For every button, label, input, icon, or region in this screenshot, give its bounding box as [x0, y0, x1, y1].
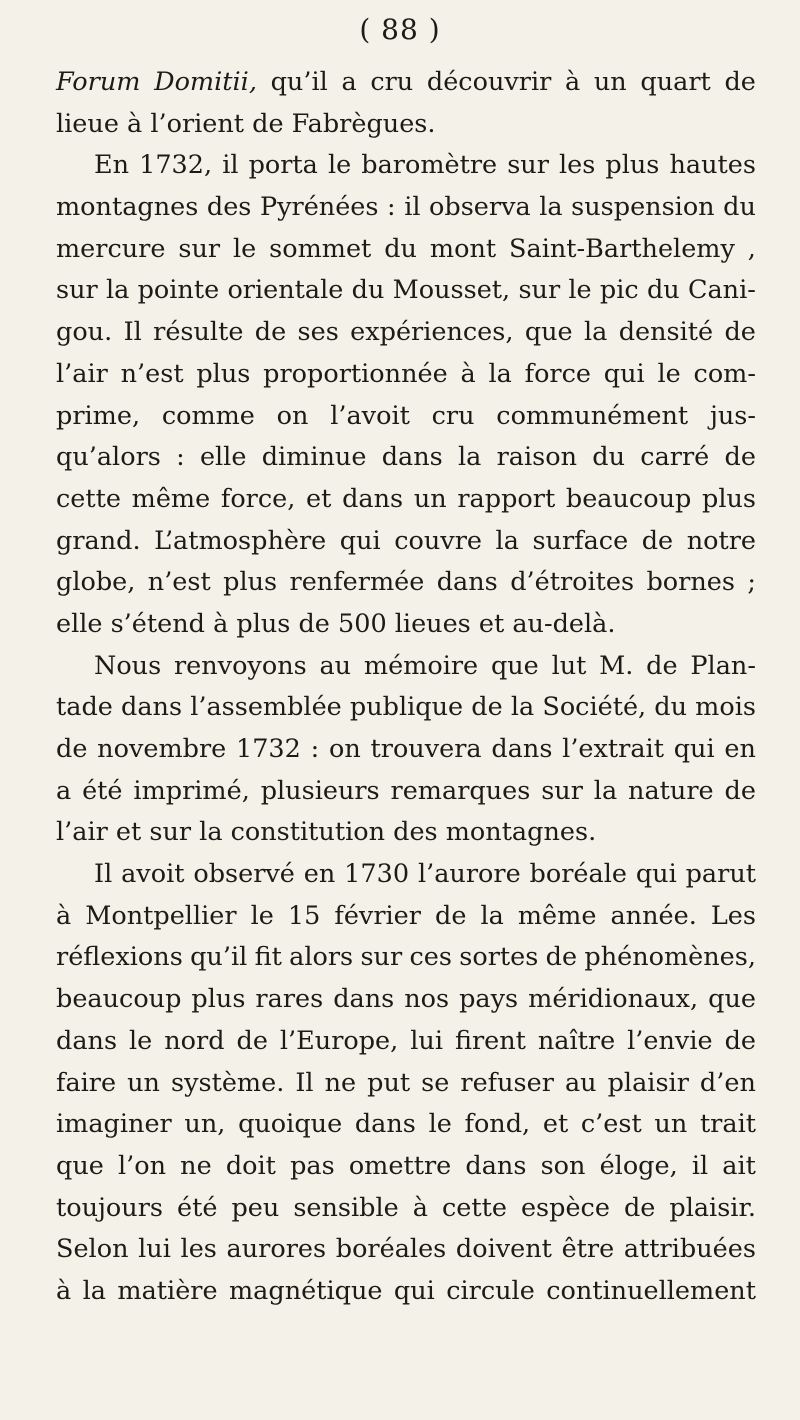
text-word: en [724, 734, 756, 764]
text-word: d’étroites [510, 567, 635, 598]
text-word: l’on [117, 1150, 167, 1181]
text-word: surface [532, 525, 629, 556]
text-word: qu’il [270, 67, 328, 97]
text-word: firent [454, 1025, 526, 1056]
text-line [56, 1188, 756, 1230]
text-word: ne [324, 1067, 357, 1098]
text-line [56, 771, 756, 813]
text-word: hautes [669, 150, 756, 181]
text-word: Mousset, [392, 275, 511, 306]
text-line [56, 104, 756, 146]
text-word: circule [446, 1275, 535, 1306]
text-line [56, 145, 756, 187]
text-word: de [56, 734, 88, 764]
text-line [56, 1021, 756, 1063]
text-word: la [593, 775, 618, 806]
text-word: un [593, 67, 627, 97]
text-word: lui [138, 1234, 171, 1265]
text-word: pas [290, 1150, 335, 1181]
text-word: le [233, 233, 257, 264]
text-word: cette [441, 1192, 507, 1223]
text-word: sur [360, 942, 403, 973]
text-word: la [539, 192, 563, 223]
text-word: sur [56, 275, 98, 306]
text-word: diminue [261, 442, 367, 473]
text-word: proportionnée [263, 358, 448, 389]
text-word: ses [297, 317, 339, 348]
text-word: quart [640, 67, 711, 97]
text-word: la [458, 442, 482, 473]
text-word: au [319, 650, 352, 681]
text-word: elle [199, 442, 247, 473]
text-word: sommet [269, 233, 372, 264]
text-word: la [82, 1275, 106, 1306]
text-word: de [724, 442, 756, 473]
text-line [56, 937, 756, 979]
text-word: mois [695, 692, 756, 723]
text-word: on [276, 400, 309, 431]
text-word: la [510, 692, 535, 723]
text-word: Il [123, 317, 142, 348]
text-word: mont [429, 233, 497, 264]
text-word: fond, [464, 1109, 531, 1140]
text-word: il [404, 192, 421, 223]
text-word: de [724, 1025, 756, 1056]
text-word: le [428, 1109, 452, 1140]
text-word: plaisir. [669, 1192, 756, 1223]
text-word: plus [702, 483, 756, 514]
text-word: 15 [287, 900, 321, 931]
text-word: du [654, 692, 688, 723]
text-word: imaginer [56, 1109, 172, 1140]
text-word: cette [56, 483, 121, 514]
text-word: il [691, 1150, 709, 1181]
text-word: jus- [709, 400, 756, 431]
text-word: l’avoit [330, 400, 410, 431]
text-word: la [495, 525, 519, 556]
text-word: pic [599, 275, 639, 306]
text-word: prime, [56, 400, 141, 431]
text-word: M. [599, 650, 634, 681]
text-word: du [351, 275, 385, 306]
text-word: même [517, 900, 597, 931]
text-word: plaisir [607, 1067, 689, 1098]
text-word: alors [289, 942, 354, 973]
text-word: on [328, 734, 361, 764]
text-word: : [176, 442, 185, 473]
text-word: qui [393, 1275, 435, 1306]
text-word: notre [686, 525, 756, 556]
text-line [56, 604, 756, 646]
text-word: peu [231, 1192, 280, 1223]
text-word: de [724, 775, 756, 806]
text-word: remarques [390, 775, 531, 806]
text-word: dans [56, 1025, 118, 1056]
text-word: beaucoup [565, 483, 692, 514]
text-word: été [177, 1192, 218, 1223]
text-word: , [747, 233, 756, 264]
text-word: force [524, 358, 591, 389]
text-word: trouvera [370, 734, 482, 764]
text-word: doit [225, 1150, 276, 1181]
text-word: comme [161, 400, 255, 431]
text-word: n’est [120, 358, 184, 389]
text-word: à [412, 1192, 428, 1223]
text-word: raison [496, 442, 578, 473]
text-word: gou. [56, 317, 113, 348]
text-word: c’est [580, 1109, 642, 1140]
text-word: dans [381, 442, 443, 473]
text-line [56, 437, 756, 479]
text-word: a [56, 775, 72, 806]
text-word: plus [191, 984, 246, 1015]
text-word: communément [496, 400, 689, 431]
text-word: un [127, 1067, 160, 1098]
text-word: et [306, 483, 332, 514]
text-word: a [341, 67, 357, 97]
text-line [56, 854, 756, 896]
text-word: com- [693, 358, 756, 389]
page-number: ( 88 ) [359, 13, 441, 46]
text-word: Les [710, 900, 756, 931]
text-word: phénomènes, [584, 942, 756, 973]
text-word: de [646, 650, 678, 681]
text-word: en [303, 859, 336, 890]
text-word: que [490, 650, 539, 681]
text-word: dans [354, 1109, 416, 1140]
text-word: la [105, 275, 130, 306]
text-word: que [524, 317, 573, 348]
text-word: un, [184, 1109, 226, 1140]
text-word: Selon [56, 1234, 129, 1265]
text-word: plus [605, 150, 660, 181]
text-word: rapport [457, 483, 556, 514]
text-line [56, 479, 756, 521]
text-word: dans [436, 567, 498, 598]
text-word: 1732 [235, 734, 301, 764]
text-word: qu’alors [56, 442, 161, 473]
text-word: février [334, 900, 421, 931]
text-word: l’extrait [562, 734, 664, 764]
text-word: résulte [153, 317, 244, 348]
text-word: qui [603, 358, 645, 389]
text-line [56, 562, 756, 604]
text-word: qui [635, 859, 677, 890]
text-word: du [384, 233, 417, 264]
text-word: dans [491, 734, 553, 764]
text-word: le [568, 275, 592, 306]
text-word: de [471, 692, 503, 723]
text-word: à [56, 1275, 72, 1306]
text-word: pays [459, 984, 519, 1015]
text-word: découvrir [426, 67, 552, 97]
text-segment: lieue à l’orient de Fabrègues. [56, 108, 436, 139]
text-word: sur [507, 150, 549, 181]
text-word: quoique [238, 1109, 343, 1140]
text-word: et [542, 1109, 569, 1140]
text-word: la [584, 317, 608, 348]
text-line [56, 812, 756, 854]
text-word: densité [618, 317, 714, 348]
text-word: se [421, 1067, 450, 1098]
text-line [56, 896, 756, 938]
text-line [56, 354, 756, 396]
text-word: continuellement [546, 1275, 756, 1306]
text-word: : [387, 192, 396, 223]
text-word: cru [431, 400, 475, 431]
text-line [56, 521, 756, 563]
text-word: cru [370, 67, 414, 97]
text-word: ces [409, 942, 452, 973]
text-word: de [724, 67, 756, 97]
text-word: Société, [542, 692, 647, 723]
text-word: de [724, 317, 756, 348]
text-word: Saint-Barthelemy [509, 233, 735, 264]
text-word: matière [117, 1275, 218, 1306]
text-word: être [561, 1234, 615, 1265]
text-word: nature [628, 775, 714, 806]
text-word: toujours [56, 1192, 163, 1223]
text-line [56, 979, 756, 1021]
text-word: plus [223, 567, 278, 598]
text-word: le [129, 1025, 153, 1056]
text-word: fit [254, 942, 282, 973]
text-word: Forum [56, 67, 141, 97]
text-word: un [654, 1109, 688, 1140]
text-word: nos [404, 984, 450, 1015]
text-word: les [558, 150, 596, 181]
text-word: Plan- [690, 650, 756, 681]
text-word: été [82, 775, 123, 806]
text-line [56, 187, 756, 229]
text-line [56, 312, 756, 354]
text-word: de [254, 317, 287, 348]
text-word: que [56, 1150, 104, 1181]
text-word: du [646, 275, 680, 306]
text-word: de [435, 900, 467, 931]
text-word: pointe [137, 275, 220, 306]
text-word: observa [429, 192, 531, 223]
text-word: suspension [571, 192, 715, 223]
text-word: à [564, 67, 581, 97]
text-word: renvoyons [173, 650, 307, 681]
text-word: nord [164, 1025, 225, 1056]
text-word: dans [333, 984, 395, 1015]
text-word: à [460, 358, 476, 389]
text-word: au [564, 1067, 597, 1098]
text-segment: l’air et sur la constitution des montagnes. [56, 817, 597, 848]
text-word: un [413, 483, 447, 514]
text-line [56, 1271, 756, 1313]
text-word: à [56, 900, 72, 931]
text-word: En [94, 150, 130, 181]
text-word: imprimé, [133, 775, 250, 806]
text-word: les [180, 1234, 217, 1265]
text-word: le [327, 150, 352, 181]
text-word: aurores [226, 1234, 327, 1265]
text-word: éloge, [599, 1150, 678, 1181]
text-line [56, 687, 756, 729]
text-word: Montpellier [85, 900, 237, 931]
text-word: plusieurs [260, 775, 380, 806]
text-word: rares [255, 984, 324, 1015]
text-word: force, [220, 483, 296, 514]
text-line [56, 1104, 756, 1146]
text-word: tade [56, 692, 113, 723]
text-word: qu’il [190, 942, 248, 973]
text-word: carré [640, 442, 710, 473]
text-line [56, 270, 756, 312]
text-word: dans [121, 692, 183, 723]
text-word: parut [685, 859, 756, 890]
text-word: Pyrénées [259, 192, 379, 223]
text-word: l’air [56, 358, 108, 389]
text-word: de [623, 1192, 656, 1223]
text-word: Il [94, 859, 113, 890]
text-line [56, 396, 756, 438]
text-word: le [250, 900, 274, 931]
text-word: l’envie [627, 1025, 713, 1056]
text-word: 1732, [139, 150, 213, 181]
text-line [56, 62, 756, 104]
text-word: boréale [529, 859, 627, 890]
text-word: du [723, 192, 756, 223]
text-word: le [657, 358, 681, 389]
text-word: son [540, 1150, 586, 1181]
text-word: refuser [460, 1067, 554, 1098]
text-word: observé [193, 859, 295, 890]
text-word: espèce [520, 1192, 610, 1223]
text-word: lui [410, 1025, 443, 1056]
text-word: expériences, [350, 317, 514, 348]
text-line [56, 229, 756, 271]
text-word: plus [196, 358, 251, 389]
text-word: put [367, 1067, 411, 1098]
text-word: l’assemblée [190, 692, 342, 723]
text-word: dans [342, 483, 404, 514]
text-word: l’Europe, [279, 1025, 399, 1056]
text-word: renfermée [289, 567, 425, 598]
text-word: qui [339, 525, 381, 556]
text-word: bornes [646, 567, 735, 598]
text-line [56, 646, 756, 688]
text-word: du [592, 442, 626, 473]
text-word: sur [518, 275, 561, 306]
body-text [56, 62, 756, 1313]
text-word: boréales [335, 1234, 447, 1265]
text-word: Nous [94, 650, 162, 681]
text-word: Domitii, [154, 67, 257, 97]
text-word: dans [465, 1150, 527, 1181]
text-word: méridionaux, [528, 984, 699, 1015]
text-word: même [131, 483, 211, 514]
text-word: grand. [56, 525, 141, 556]
text-word: ; [747, 567, 756, 598]
text-line [56, 1063, 756, 1105]
text-word: l’aurore [417, 859, 521, 890]
text-word: sensible [293, 1192, 399, 1223]
text-word: naître [537, 1025, 616, 1056]
text-word: beaucoup [56, 984, 182, 1015]
text-word: qui [673, 734, 715, 764]
text-word: des [206, 192, 252, 223]
text-word: : [310, 734, 320, 764]
text-word: sur [178, 233, 221, 264]
text-word: trait [699, 1109, 756, 1140]
text-word: ne [180, 1150, 212, 1181]
text-word: que [708, 984, 756, 1015]
text-word: année. [610, 900, 697, 931]
text-word: système. [171, 1067, 285, 1098]
text-word: réflexions [56, 942, 183, 973]
text-word: la [480, 900, 504, 931]
text-word: attribuées [623, 1234, 756, 1265]
text-word: lut [551, 650, 587, 681]
text-word: magnétique [229, 1275, 383, 1306]
text-word: de [641, 525, 674, 556]
text-word: publique [349, 692, 464, 723]
text-word: de [236, 1025, 268, 1056]
text-line [56, 1146, 756, 1188]
text-word: novembre [97, 734, 227, 764]
text-line [56, 729, 756, 771]
text-word: ait [722, 1150, 756, 1181]
text-line [56, 1229, 756, 1271]
text-segment: elle s’étend à plus de 500 lieues et au-delà. [56, 608, 616, 639]
text-word: Il [295, 1067, 314, 1098]
text-word: mémoire [363, 650, 479, 681]
text-word: montagnes [56, 192, 199, 223]
text-word: omettre [348, 1150, 452, 1181]
text-word: globe, [56, 567, 136, 598]
text-word: couvre [394, 525, 482, 556]
text-word: d’en [699, 1067, 756, 1098]
text-word: 1730 [344, 859, 410, 890]
text-word: faire [56, 1067, 117, 1098]
text-word: Cani- [687, 275, 756, 306]
text-word: de [545, 942, 578, 973]
text-word: porta [248, 150, 318, 181]
text-word: L’atmosphère [154, 525, 327, 556]
text-word: orientale [227, 275, 344, 306]
text-word: il [222, 150, 239, 181]
text-word: sur [541, 775, 583, 806]
text-word: mercure [56, 233, 166, 264]
text-word: avoit [121, 859, 185, 890]
text-word: baromètre [361, 150, 498, 181]
text-word: la [488, 358, 512, 389]
text-word: n’est [147, 567, 211, 598]
text-word: doivent [455, 1234, 552, 1265]
text-word: sortes [459, 942, 539, 973]
